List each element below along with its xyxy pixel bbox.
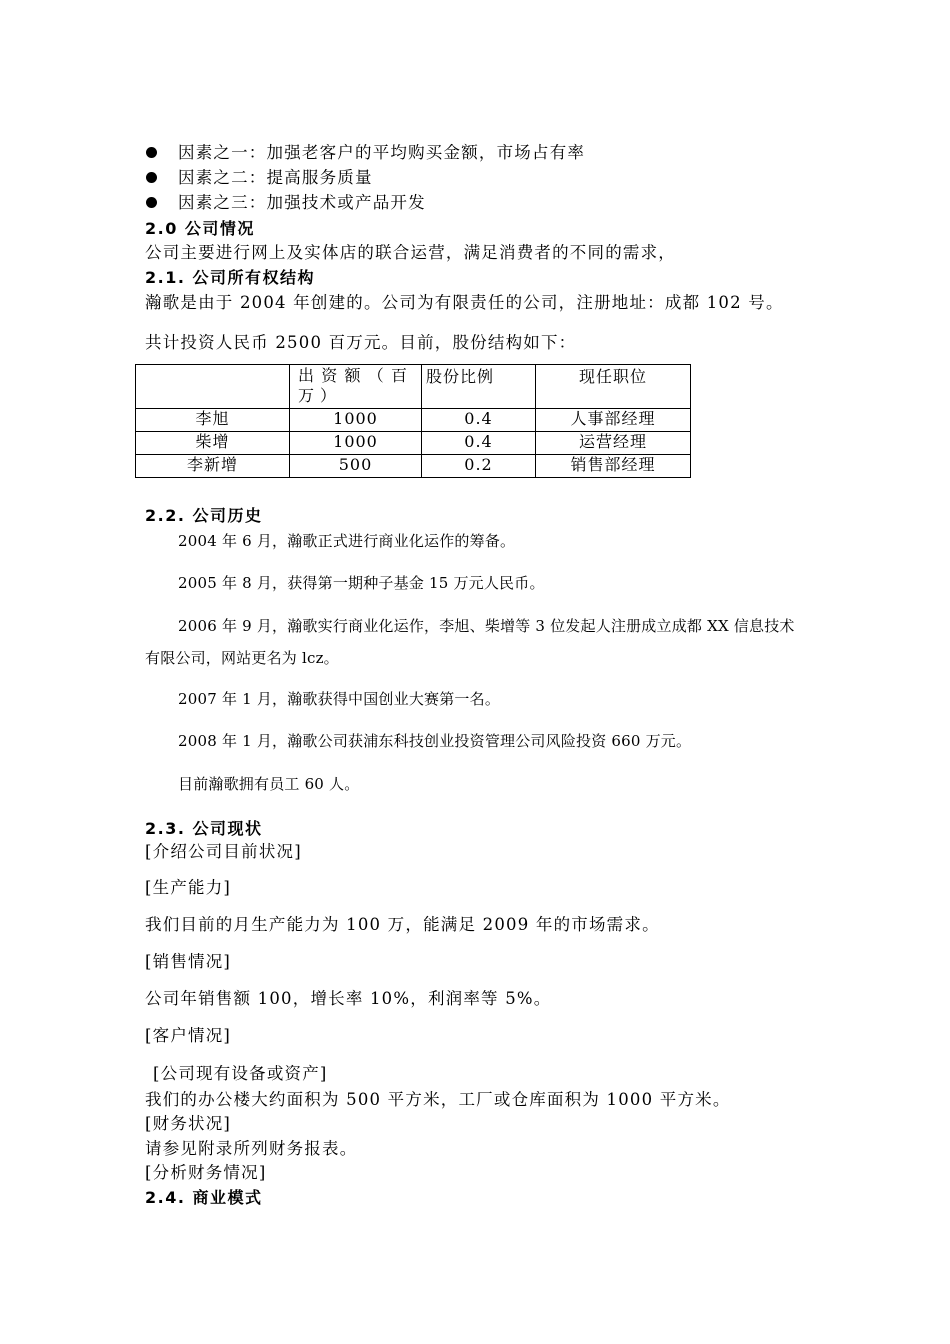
section-heading-2-0: 2.0 公司情况 <box>145 219 255 238</box>
history-item: 有限公司，网站更名为 lcz。 <box>145 649 339 667</box>
bullet-item: 因素之三：加强技术或产品开发 <box>178 193 426 212</box>
ownership-table <box>135 364 691 478</box>
history-item: 2006 年 9 月，瀚歌实行商业化运作，李旭、柴增等 3 位发起人注册成立成都 XX 信息技术 <box>178 617 795 635</box>
sales-text: 公司年销售额 100，增长率 10%，利润率等 5%。 <box>145 989 552 1008</box>
table-header-cell: 现任职位 <box>536 365 691 409</box>
status-intro-label: [介绍公司目前状况] <box>145 842 302 861</box>
table-header-cell: 股份比例 <box>422 365 536 409</box>
table-cell: 人事部经理 <box>536 409 691 432</box>
table-cell: 1000 <box>290 409 422 432</box>
bullet-icon <box>146 197 157 208</box>
table-cell: 500 <box>290 455 422 478</box>
assets-label: [公司现有设备或资产] <box>153 1064 328 1083</box>
history-item: 目前瀚歌拥有员工 60 人。 <box>178 775 360 793</box>
customers-label: [客户情况] <box>145 1026 232 1045</box>
table-cell: 0.4 <box>422 409 536 432</box>
table-cell: 运营经理 <box>536 432 691 455</box>
table-row <box>136 455 691 478</box>
table-cell: 销售部经理 <box>536 455 691 478</box>
table-row <box>136 432 691 455</box>
table-cell: 1000 <box>290 432 422 455</box>
table-cell: 李新增 <box>136 455 290 478</box>
section-2-1-paragraph-1: 瀚歌是由于 2004 年创建的。公司为有限责任的公司，注册地址：成都 102 号。 <box>145 293 784 312</box>
history-item: 2008 年 1 月，瀚歌公司获浦东科技创业投资管理公司风险投资 660 万元。 <box>178 732 692 750</box>
analysis-label: [分析财务情况] <box>145 1163 267 1182</box>
section-heading-2-2: 2.2. 公司历史 <box>145 506 263 525</box>
table-header-row <box>136 365 691 409</box>
sales-label: [销售情况] <box>145 952 232 971</box>
section-2-0-body: 公司主要进行网上及实体店的联合运营，满足消费者的不同的需求， <box>145 243 676 262</box>
table-cell: 0.4 <box>422 432 536 455</box>
section-2-1-paragraph-2: 共计投资人民币 2500 百万元。目前，股份结构如下： <box>145 333 577 352</box>
table-row <box>136 409 691 432</box>
history-item: 2005 年 8 月，获得第一期种子基金 15 万元人民币。 <box>178 574 545 592</box>
table-cell: 柴增 <box>136 432 290 455</box>
section-heading-2-4: 2.4. 商业模式 <box>145 1188 263 1207</box>
table-cell: 李旭 <box>136 409 290 432</box>
bullet-item: 因素之二：提高服务质量 <box>178 168 373 187</box>
table-cell: 0.2 <box>422 455 536 478</box>
bullet-item: 因素之一：加强老客户的平均购买金额，市场占有率 <box>178 143 586 162</box>
capacity-text: 我们目前的月生产能力为 100 万，能满足 2009 年的市场需求。 <box>145 915 660 934</box>
history-item: 2004 年 6 月，瀚歌正式进行商业化运作的筹备。 <box>178 532 516 550</box>
bullet-icon <box>146 172 157 183</box>
table-header-cell: 出资额（百万） <box>290 365 422 409</box>
section-heading-2-1: 2.1. 公司所有权结构 <box>145 268 315 287</box>
history-item: 2007 年 1 月，瀚歌获得中国创业大赛第一名。 <box>178 690 501 708</box>
finance-label: [财务状况] <box>145 1114 232 1133</box>
section-heading-2-3: 2.3. 公司现状 <box>145 819 263 838</box>
bullet-icon <box>146 147 157 158</box>
assets-text: 我们的办公楼大约面积为 500 平方米，工厂或仓库面积为 1000 平方米。 <box>145 1090 731 1109</box>
capacity-label: [生产能力] <box>145 878 232 897</box>
table-header-cell <box>136 365 290 409</box>
finance-text: 请参见附录所列财务报表。 <box>145 1139 358 1158</box>
